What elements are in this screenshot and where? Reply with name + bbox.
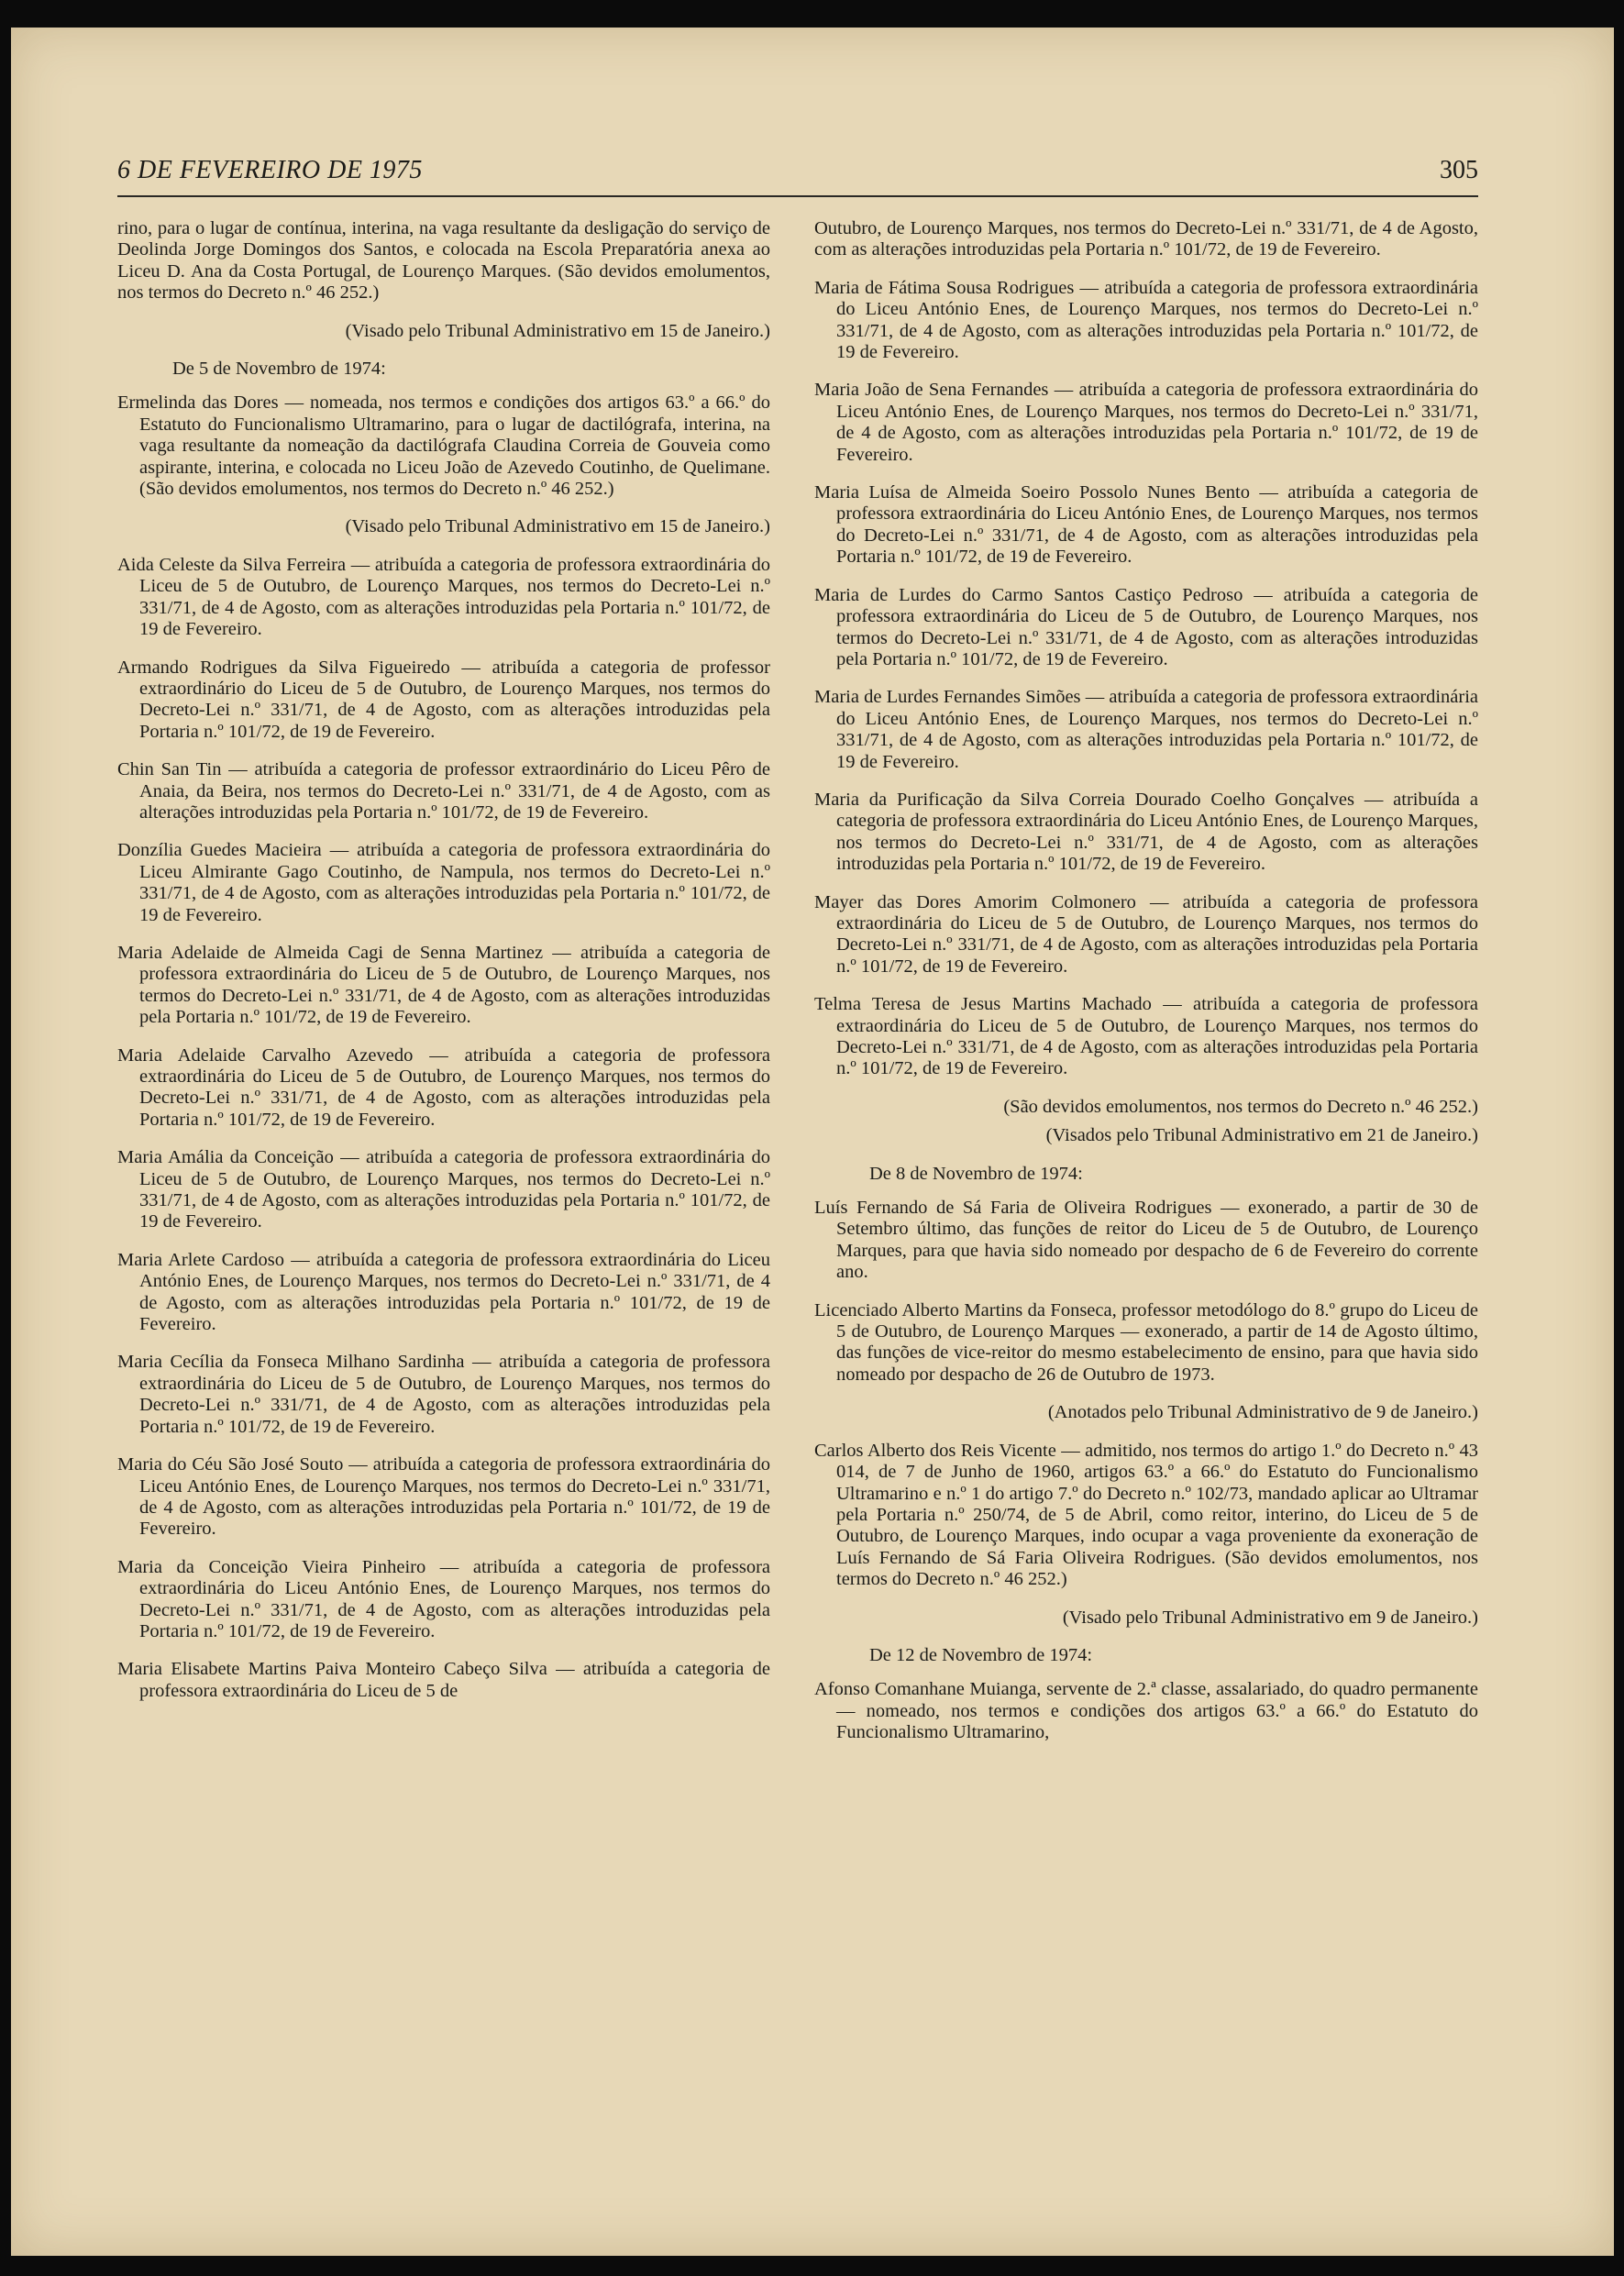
entry: Aida Celeste da Silva Ferreira — atribuída a categoria de professora extraordinária do Liceu de 5 de Outubro, de Lourenço Marques, nos termos do Decreto-Lei n.º 331/71, de 4 de Agosto, com as alterações introduzidas pela Portaria n.º 101/72, de 19 de Fevereiro. [117,554,770,640]
entry: Telma Teresa de Jesus Martins Machado — atribuída a categoria de professora extraordinária do Liceu de 5 de Outubro, de Lourenço Marques, nos termos do Decreto-Lei n.º 331/71, de 4 de Agosto, com as alterações introduzidas pela Portaria n.º 101/72, de 19 de Fevereiro. [814,994,1478,1079]
page-number: 305 [1440,156,1478,184]
entry: Maria do Céu São José Souto — atribuída a categoria de professora extraordinária do Liceu António Enes, de Lourenço Marques, nos termos do Decreto-Lei n.º 331/71, de 4 de Agosto, com as alterações introduzidas pela Portaria n.º 101/72, de 19 de Fevereiro. [117,1454,770,1540]
entry: Maria de Lurdes do Carmo Santos Castiço Pedroso — atribuída a categoria de professora extraordinária do Liceu de 5 de Outubro, de Lourenço Marques, nos termos do Decreto-Lei n.º 331/71, de 4 de Agosto, com as alterações introduzidas pela Portaria n.º 101/72, de 19 de Fevereiro. [814,584,1478,669]
entry: Maria Arlete Cardoso — atribuída a categoria de professora extraordinária do Liceu António Enes, de Lourenço Marques, nos termos do Decreto-Lei n.º 331/71, de 4 de Agosto, com as alterações introduzidas pela Portaria n.º 101/72, de 19 de Fevereiro. [117,1249,770,1335]
entry: Maria Luísa de Almeida Soeiro Possolo Nunes Bento — atribuída a categoria de professora extraordinária do Liceu António Enes, de Lourenço Marques, nos termos do Decreto-Lei n.º 331/71, de 4 de Agosto, com as alterações introduzidas pela Portaria n.º 101/72, de 19 de Fevereiro. [814,482,1478,568]
entry: Maria de Lurdes Fernandes Simões — atribuída a categoria de professora extraordinária do Liceu António Enes, de Lourenço Marques, nos termos do Decreto-Lei n.º 331/71, de 4 de Agosto, com as alterações introduzidas pela Portaria n.º 101/72, de 19 de Fevereiro. [814,687,1478,772]
entry: Maria da Purificação da Silva Correia Dourado Coelho Gonçalves — atribuída a categoria de professora extraordinária do Liceu António Enes, de Lourenço Marques, nos termos do Decreto-Lei n.º 331/71, de 4 de Agosto, com as alterações introduzidas pela Portaria n.º 101/72, de 19 de Fevereiro. [814,789,1478,875]
annotation-note: (Anotados pelo Tribunal Administrativo de 9 de Janeiro.) [1047,1402,1478,1423]
entry: Donzília Guedes Macieira — atribuída a categoria de professora extraordinária do Liceu Almirante Gago Coutinho, de Nampula, nos termos do Decreto-Lei n.º 331/71, de 4 de Agosto, com as alterações introduzidas pela Portaria n.º 101/72, de 19 de Fevereiro. [117,840,770,925]
entry: Maria de Fátima Sousa Rodrigues — atribuída a categoria de professora extraordinária do Liceu António Enes, de Lourenço Marques, nos termos do Decreto-Lei n.º 331/71, de 4 de Agosto, com as alterações introduzidas pela Portaria n.º 101/72, de 19 de Fevereiro. [814,277,1478,363]
left-column [117,218,770,1718]
entry: Licenciado Alberto Martins da Fonseca, professor metodólogo do 8.º grupo do Liceu de 5 de Outubro, de Lourenço Marques — exonerado, a partir de 14 de Agosto último, das funções de vice-reitor do mesmo estabelecimento de ensino, para que havia sido nomeado por despacho de 26 de Outubro de 1973. [814,1299,1478,1385]
visa-note: (Visados pelo Tribunal Administrativo em 21 de Janeiro.) [1045,1125,1478,1146]
entry: Chin San Tin — atribuída a categoria de professor extraordinário do Liceu Pêro de Anaia, da Beira, nos termos do Decreto-Lei n.º 331/71, de 4 de Agosto, com as alterações introduzidas pela Portaria n.º 101/72, de 19 de Fevereiro. [117,759,770,823]
emoluments-note: (São devidos emolumentos, nos termos do Decreto n.º 46 252.) [1003,1096,1478,1117]
entry: Mayer das Dores Amorim Colmonero — atribuída a categoria de professora extraordinária do Liceu de 5 de Outubro, de Lourenço Marques, nos termos do Decreto-Lei n.º 331/71, de 4 de Agosto, com as alterações introduzidas pela Portaria n.º 101/72, de 19 de Fevereiro. [814,891,1478,977]
paragraph: rino, para o lugar de contínua, interina, na vaga resultante da desligação do serviço de Deolinda Jorge Domingos dos Santos, e colocada na Escola Preparatória anexa ao Liceu D. Ana da Costa Portugal, de Lourenço Marques. (São devidos emolumentos, nos termos do Decreto n.º 46 252.) [117,218,770,304]
right-column [814,218,1478,1761]
entry: Carlos Alberto dos Reis Vicente — admitido, nos termos do artigo 1.º do Decreto n.º 43 014, de 7 de Junho de 1960, artigos 63.º a 66.º do Estatuto do Funcionalismo Ultramarino e n.º 1 do artigo 7.º do Decreto n.º 102/73, mandado aplicar ao Ultramar pela Portaria n.º 250/74, de 5 de Abril, como reitor, interino, do Liceu de 5 de Outubro, de Lourenço Marques, indo ocupar a vaga proveniente da exoneração de Luís Fernando de Sá Faria Oliveira Rodrigues. (São devidos emolumentos, nos termos do Decreto n.º 46 252.) [814,1440,1478,1590]
entry: Maria Amália da Conceição — atribuída a categoria de professora extraordinária do Liceu de 5 de Outubro, de Lourenço Marques, nos termos do Decreto-Lei n.º 331/71, de 4 de Agosto, com as alterações introduzidas pela Portaria n.º 101/72, de 19 de Fevereiro. [117,1147,770,1232]
entry: Maria Elisabete Martins Paiva Monteiro Cabeço Silva — atribuída a categoria de professora extraordinária do Liceu de 5 de [117,1659,770,1701]
visa-note: (Visado pelo Tribunal Administrativo em 15 de Janeiro.) [345,320,770,341]
header-rule [117,195,1478,197]
document-page [11,28,1614,2256]
paragraph: Outubro, de Lourenço Marques, nos termos do Decreto-Lei n.º 331/71, de 4 de Agosto, com as alterações introduzidas pela Portaria n.º 101/72, de 19 de Fevereiro. [814,218,1478,260]
date-heading: De 12 de Novembro de 1974: [869,1644,1093,1665]
visa-note: (Visado pelo Tribunal Administrativo em 15 de Janeiro.) [345,516,770,537]
entry: Maria Adelaide Carvalho Azevedo — atribuída a categoria de professora extraordinária do Liceu de 5 de Outubro, de Lourenço Marques, nos termos do Decreto-Lei n.º 331/71, de 4 de Agosto, com as alterações introduzidas pela Portaria n.º 101/72, de 19 de Fevereiro. [117,1044,770,1130]
entry: Maria Cecília da Fonseca Milhano Sardinha — atribuída a categoria de professora extraordinária do Liceu de 5 de Outubro, de Lourenço Marques, nos termos do Decreto-Lei n.º 331/71, de 4 de Agosto, com as alterações introduzidas pela Portaria n.º 101/72, de 19 de Fevereiro. [117,1352,770,1437]
date-heading: De 8 de Novembro de 1974: [869,1163,1083,1184]
entry: Maria da Conceição Vieira Pinheiro — atribuída a categoria de professora extraordinária do Liceu António Enes, de Lourenço Marques, nos termos do Decreto-Lei n.º 331/71, de 4 de Agosto, com as alterações introduzidas pela Portaria n.º 101/72, de 19 de Fevereiro. [117,1556,770,1641]
header-date: 6 DE FEVEREIRO DE 1975 [117,156,423,184]
entry: Luís Fernando de Sá Faria de Oliveira Rodrigues — exonerado, a partir de 30 de Setembro último, das funções de reitor do Liceu de 5 de Outubro, de Lourenço Marques, para que havia sido nomeado por despacho de 6 de Fevereiro do corrente ano. [814,1198,1478,1283]
entry: Maria Adelaide de Almeida Cagi de Senna Martinez — atribuída a categoria de professora extraordinária do Liceu de 5 de Outubro, de Lourenço Marques, nos termos do Decreto-Lei n.º 331/71, de 4 de Agosto, com as alterações introduzidas pela Portaria n.º 101/72, de 19 de Fevereiro. [117,942,770,1028]
date-heading: De 5 de Novembro de 1974: [172,359,386,380]
entry: Maria João de Sena Fernandes — atribuída a categoria de professora extraordinária do Liceu António Enes, de Lourenço Marques, nos termos do Decreto-Lei n.º 331/71, de 4 de Agosto, com as alterações introduzidas pela Portaria n.º 101/72, de 19 de Fevereiro. [814,380,1478,465]
entry: Armando Rodrigues da Silva Figueiredo — atribuída a categoria de professor extraordinário do Liceu de 5 de Outubro, de Lourenço Marques, nos termos do Decreto-Lei n.º 331/71, de 4 de Agosto, com as alterações introduzidas pela Portaria n.º 101/72, de 19 de Fevereiro. [117,657,770,742]
visa-note: (Visado pelo Tribunal Administrativo em 9 de Janeiro.) [1062,1607,1478,1628]
entry: Afonso Comanhane Muianga, servente de 2.ª classe, assalariado, do quadro permanente — nomeado, nos termos e condições dos artigos 63.º a 66.º do Estatuto do Funcionalismo Ultramarino, [814,1679,1478,1743]
entry: Ermelinda das Dores — nomeada, nos termos e condições dos artigos 63.º a 66.º do Estatuto do Funcionalismo Ultramarino, para o lugar de dactilógrafa, interina, na vaga resultante da nomeação da dactilógrafa Claudina Correia de Gouveia como aspirante, interina, e colocada no Liceu João de Azevedo Coutinho, de Quelimane. (São devidos emolumentos, nos termos do Decreto n.º 46 252.) [117,392,770,500]
